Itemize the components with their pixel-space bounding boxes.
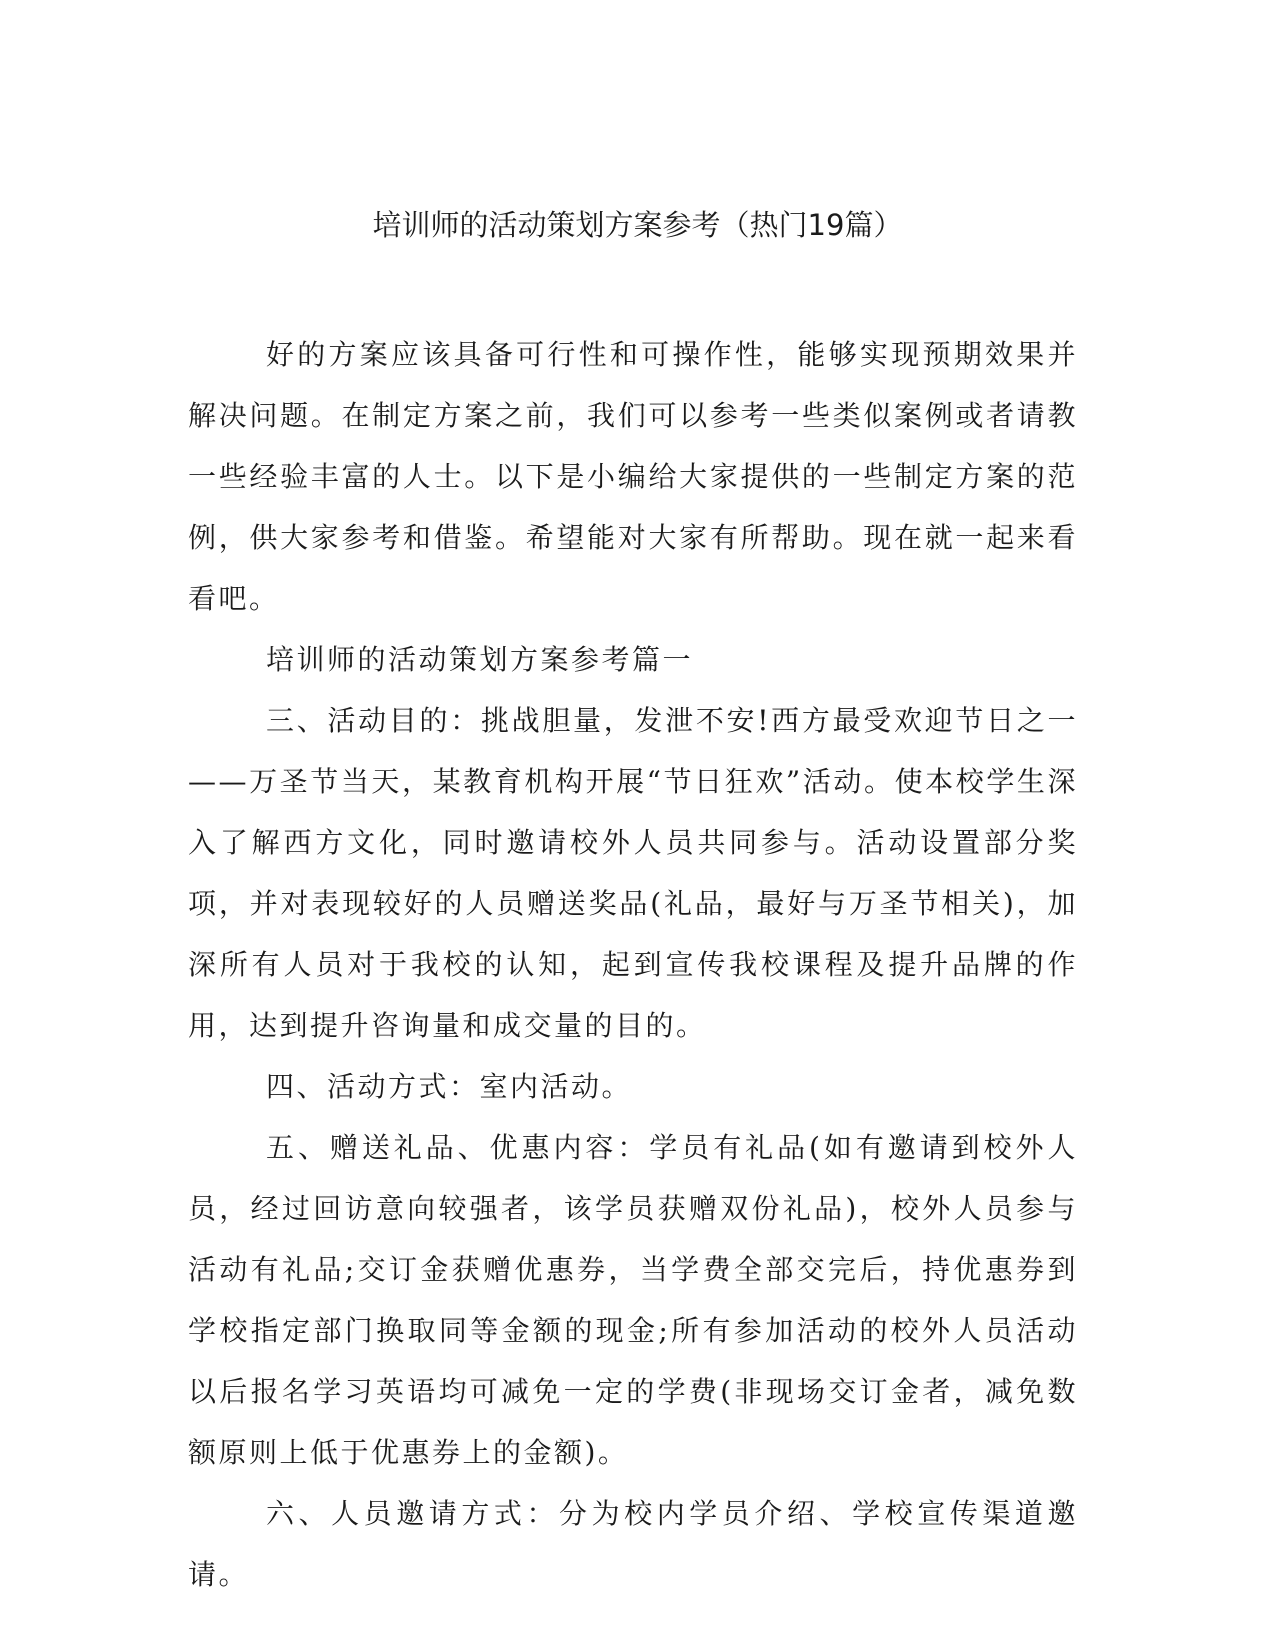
paragraph-activity-purpose: 三、活动目的：挑战胆量，发泄不安!西方最受欢迎节日之一——万圣节当天，某教育机构开展“节日狂欢”活动。使本校学生深入了解西方文化，同时邀请校外人员共同参与。活动设置部分奖项，并对表现较好的人员赠送奖品(礼品，最好与万圣节相关)，加深所有人员对于我校的认知，起到宣传我校课程及提升品牌的作用，达到提升咨询量和成交量的目的。 [188, 704, 1078, 1042]
paragraph-activity-method: 四、活动方式：室内活动。 [266, 1070, 633, 1103]
paragraph-invitation-method: 六、人员邀请方式：分为校内学员介绍、学校宣传渠道邀请。 [188, 1497, 1078, 1591]
paragraph-gifts-discounts: 五、赠送礼品、优惠内容：学员有礼品(如有邀请到校外人员，经过回访意向较强者，该学员获赠双份礼品)，校外人员参与活动有礼品;交订金获赠优惠券，当学费全部交完后，持优惠券到学校指定部门换取同等金额的现金;所有参加活动的校外人员活动以后报名学习英语均可减免一定的学费(非现场交订金者，减免数额原则上低于优惠券上的金额)。 [188, 1131, 1078, 1469]
document-body [188, 324, 1078, 1605]
intro-paragraph: 好的方案应该具备可行性和可操作性，能够实现预期效果并解决问题。在制定方案之前，我们可以参考一些类似案例或者请教一些经验丰富的人士。以下是小编给大家提供的一些制定方案的范例，供大家参考和借鉴。希望能对大家有所帮助。现在就一起来看看吧。 [188, 338, 1078, 615]
section-heading: 培训师的活动策划方案参考篇一 [266, 643, 694, 676]
document-title: 培训师的活动策划方案参考（热门19篇） [372, 208, 903, 242]
